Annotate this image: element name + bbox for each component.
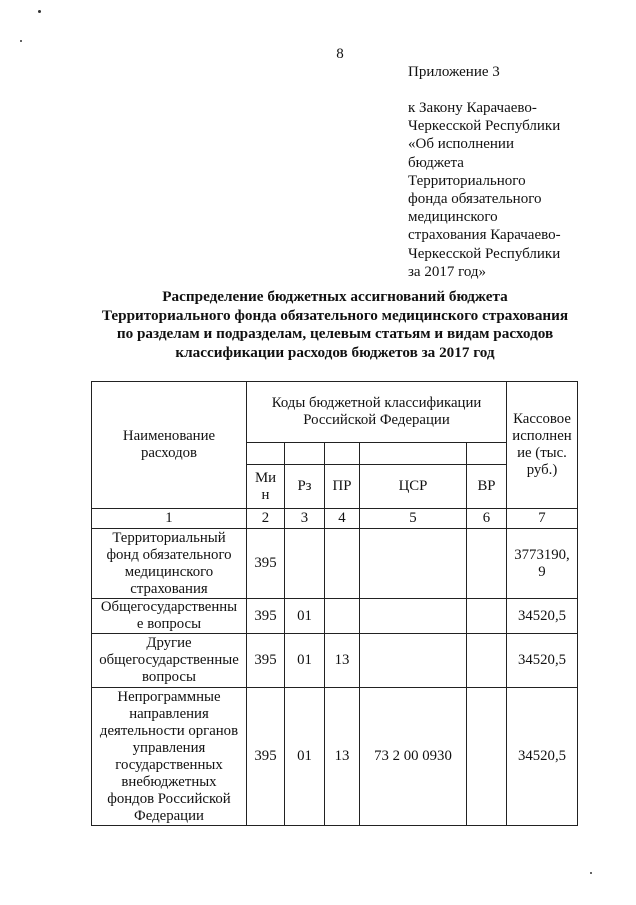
row-csr-cell: 73 2 00 0930	[360, 688, 467, 826]
row-vr-cell	[467, 634, 507, 688]
row-total-cell	[507, 529, 578, 599]
page-number: 8	[336, 46, 344, 62]
row-csr-cell	[360, 529, 467, 599]
title-line: Территориального фонда обязательного медицинского страхования	[101, 306, 569, 324]
appendix-reference	[408, 99, 608, 281]
column-number: 6	[467, 509, 507, 529]
row-total-line: 34520,5	[517, 607, 567, 624]
scan-speck	[590, 872, 592, 874]
row-name-line: фондов Российской	[107, 790, 231, 807]
row-name-line: Непрограммные	[117, 688, 221, 705]
appendix-line: фонда обязательного	[408, 191, 542, 208]
appendix-line: страхования Карачаево-	[408, 227, 561, 244]
column-number: 1	[92, 509, 247, 529]
table-row	[92, 688, 578, 826]
header-total-line: Кассовое	[513, 411, 571, 427]
row-name-cell	[92, 599, 247, 634]
column-number: 5	[360, 509, 467, 529]
table-row	[92, 529, 578, 599]
row-name-line: управления	[132, 739, 206, 756]
row-pr-cell	[325, 599, 360, 634]
row-name-cell	[92, 634, 247, 688]
row-pr-cell: 13	[325, 634, 360, 688]
header-spacer-cell	[360, 443, 467, 465]
header-codes-line: Российской Федерации	[303, 412, 450, 428]
row-total-line: 34520,5	[517, 652, 567, 668]
row-name-line: страхования	[130, 580, 208, 597]
row-name-cell	[92, 688, 247, 826]
header-csr-cell: ЦСР	[360, 465, 467, 509]
row-vr-cell	[467, 529, 507, 599]
row-name-line: фонд обязательного	[106, 546, 232, 563]
row-rz-cell: 01	[285, 688, 325, 826]
header-min-line: н	[261, 486, 270, 503]
row-min-cell: 395	[247, 634, 285, 688]
title-line: классификации расходов бюджетов за 2017 год	[175, 343, 495, 361]
appendix-line: за 2017 год»	[408, 263, 487, 280]
row-name-line: государственных	[115, 756, 223, 773]
appendix-line: «Об исполнении	[408, 136, 514, 153]
column-number: 4	[325, 509, 360, 529]
title-line: по разделам и подразделам, целевым статьям и видам расходов	[116, 325, 554, 342]
row-name-line: е вопросы	[136, 616, 202, 632]
header-rz-cell: Рз	[285, 465, 325, 509]
row-name-line: Другие	[146, 635, 192, 651]
header-codes-cell	[247, 382, 507, 443]
row-total-cell	[507, 634, 578, 688]
row-pr-cell: 13	[325, 688, 360, 826]
document-title	[90, 288, 580, 362]
header-spacer-cell	[467, 443, 507, 465]
row-csr-cell	[360, 634, 467, 688]
row-name-line: медицинского	[124, 563, 214, 580]
title-line: Распределение бюджетных ассигнований бюджета	[162, 288, 508, 305]
row-name-line: направления	[129, 705, 209, 722]
budget-table	[91, 381, 578, 826]
header-spacer-cell	[247, 443, 285, 465]
header-name-cell	[92, 382, 247, 509]
row-name-cell	[92, 529, 247, 599]
header-min-cell	[247, 465, 285, 509]
row-total-cell	[507, 688, 578, 826]
header-total-cell	[507, 382, 578, 509]
row-rz-cell	[285, 529, 325, 599]
row-min-cell: 395	[247, 688, 285, 826]
column-number: 7	[507, 509, 578, 529]
appendix-line: Территориального	[408, 172, 526, 189]
header-vr-cell: ВР	[467, 465, 507, 509]
table-row	[92, 599, 578, 634]
row-name-line: Федерации	[134, 807, 204, 824]
scan-speck	[38, 10, 41, 13]
row-min-cell: 395	[247, 599, 285, 634]
header-pr-cell: ПР	[325, 465, 360, 509]
appendix-line: Черкесской Республики	[408, 245, 561, 262]
row-name-line: вопросы	[142, 669, 196, 685]
header-min-line: Ми	[254, 469, 277, 486]
column-number-row	[92, 509, 578, 529]
header-total-line: руб.)	[526, 462, 558, 478]
header-codes-line: Коды бюджетной классификации	[271, 395, 482, 411]
row-min-cell: 395	[247, 529, 285, 599]
header-total-line: ие (тыс.	[517, 445, 567, 461]
appendix-line: медицинского	[408, 209, 498, 226]
scan-speck	[20, 40, 22, 42]
row-total-cell	[507, 599, 578, 634]
header-name-line: Наименование	[122, 428, 216, 444]
row-rz-cell: 01	[285, 634, 325, 688]
column-number: 3	[285, 509, 325, 529]
row-rz-cell: 01	[285, 599, 325, 634]
row-name-line: внебюджетных	[121, 773, 217, 790]
row-pr-cell	[325, 529, 360, 599]
column-number: 2	[247, 509, 285, 529]
header-name-line: расходов	[140, 445, 198, 461]
row-name-line: Общегосударственны	[100, 599, 238, 615]
appendix-line: к Закону Карачаево-	[408, 100, 537, 116]
row-vr-cell	[467, 599, 507, 634]
appendix-line: Черкесской Республики	[408, 118, 561, 135]
header-spacer-cell	[285, 443, 325, 465]
appendix-title: Приложение 3	[408, 64, 500, 80]
row-total-line: 3773190,	[514, 546, 570, 563]
row-total-line: 34520,5	[517, 748, 567, 764]
row-total-line: 9	[538, 563, 546, 580]
header-spacer-cell	[325, 443, 360, 465]
table-row	[92, 634, 578, 688]
row-vr-cell	[467, 688, 507, 826]
row-name-line: деятельности органов	[99, 722, 239, 739]
row-csr-cell	[360, 599, 467, 634]
appendix-line: бюджета	[408, 154, 464, 171]
header-total-line: исполнен	[512, 428, 572, 444]
row-name-line: Территориальный	[112, 529, 226, 546]
row-name-line: общегосударственные	[99, 652, 239, 668]
